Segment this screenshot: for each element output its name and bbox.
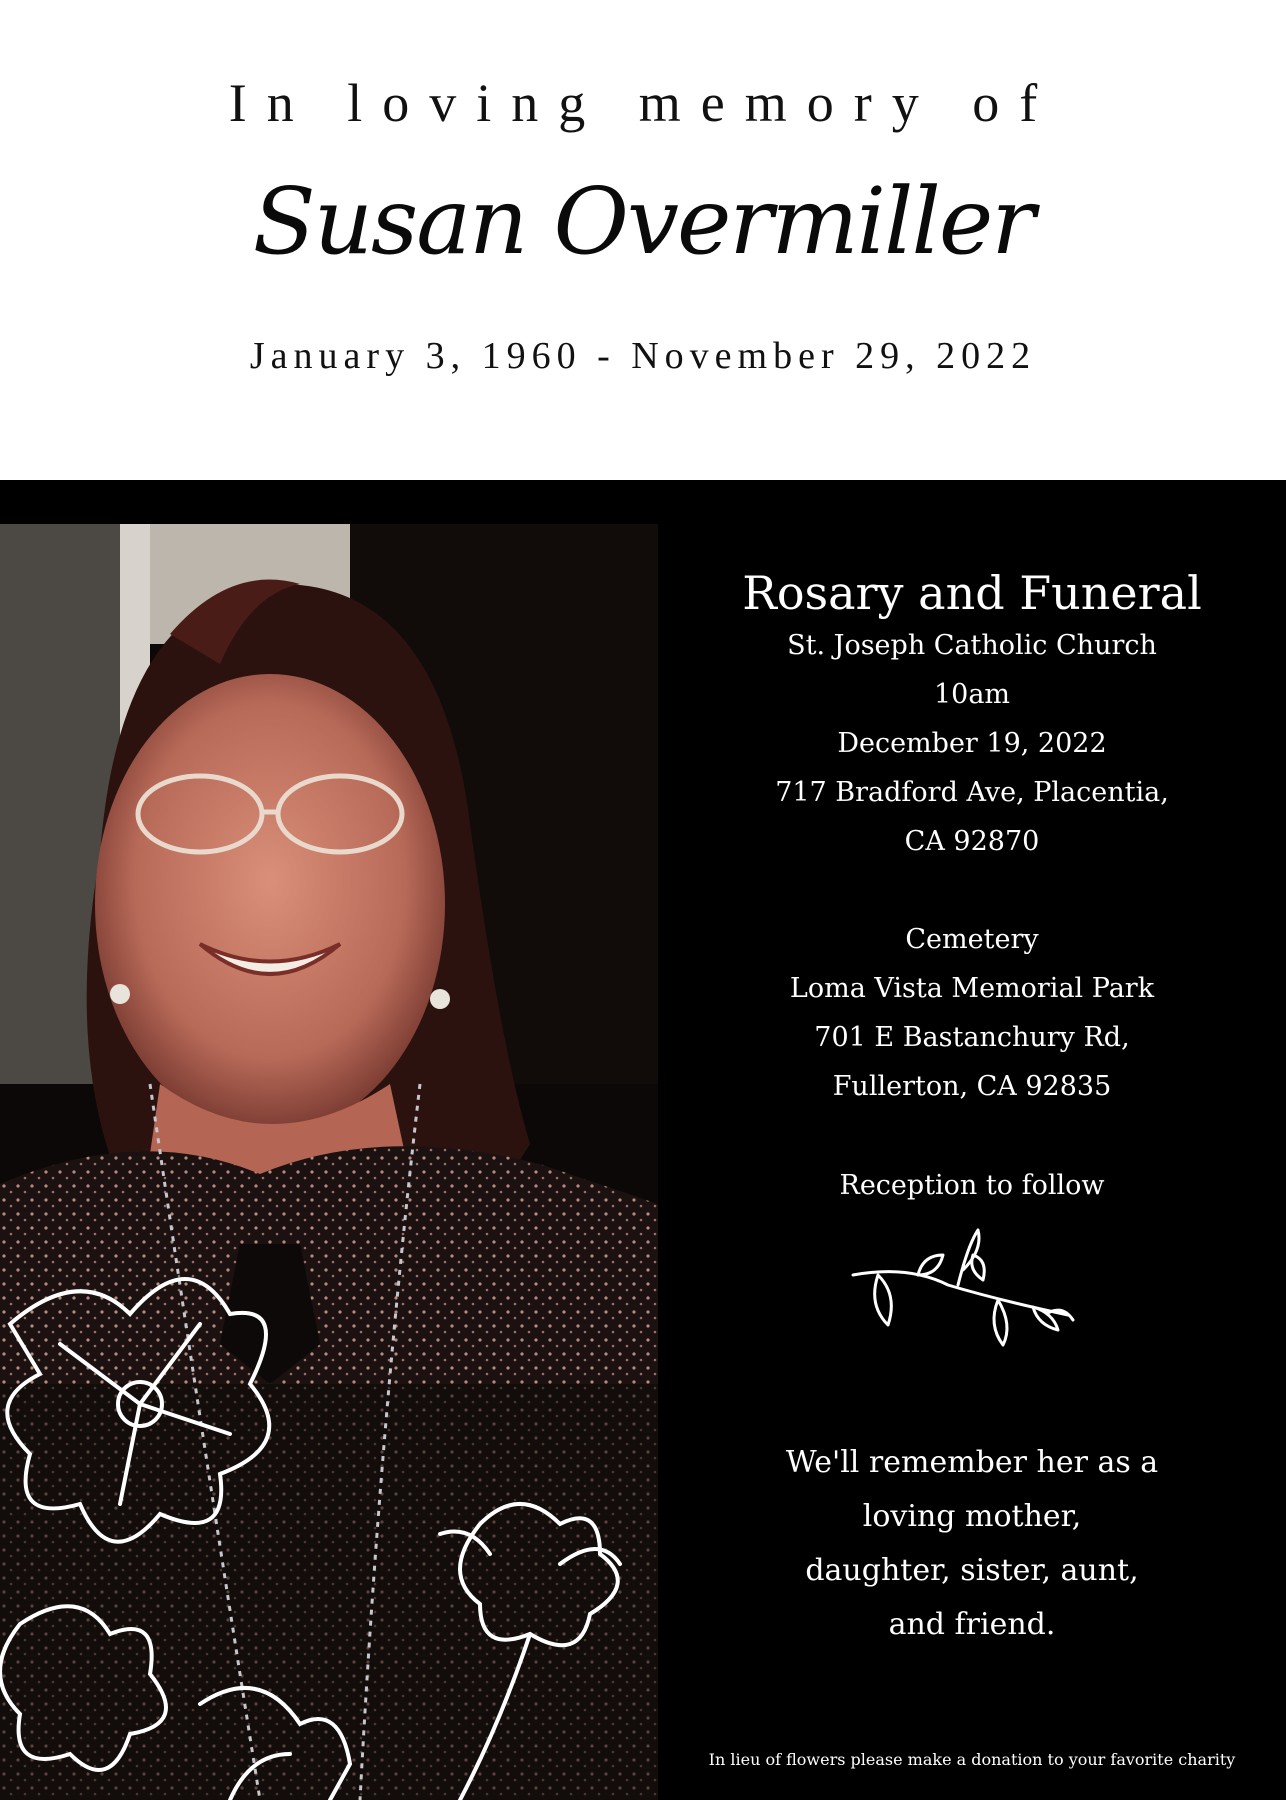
- remembrance-line1: We'll remember her as a: [785, 1445, 1159, 1480]
- sprig-icon: [848, 1225, 1078, 1355]
- remembrance-line3: daughter, sister, aunt,: [805, 1553, 1139, 1588]
- cemetery-address-line1: 701 E Bastanchury Rd,: [814, 1022, 1130, 1053]
- header: [0, 0, 1286, 480]
- service-heading: Rosary and Funeral: [742, 566, 1202, 620]
- service-date: December 19, 2022: [837, 728, 1107, 759]
- cemetery-label: Cemetery: [905, 924, 1039, 955]
- intro-text: In loving memory of: [228, 73, 1058, 133]
- church-name: St. Joseph Catholic Church: [787, 630, 1157, 661]
- cemetery-address-line2: Fullerton, CA 92835: [832, 1071, 1112, 1102]
- service-info: [658, 480, 1286, 1800]
- church-address-line2: CA 92870: [904, 826, 1040, 857]
- life-dates: January 3, 1960 - November 29, 2022: [249, 335, 1037, 377]
- remembrance-line4: and friend.: [888, 1607, 1056, 1642]
- remembrance-line2: loving mother,: [862, 1499, 1082, 1534]
- service-time: 10am: [933, 679, 1011, 710]
- cemetery-name: Loma Vista Memorial Park: [789, 973, 1155, 1004]
- black-panel: [0, 480, 1286, 1800]
- church-address-line1: 717 Bradford Ave, Placentia,: [775, 777, 1169, 808]
- reception-note: Reception to follow: [839, 1170, 1105, 1201]
- deceased-name: Susan Overmiller: [252, 168, 1034, 275]
- portrait-photo: [0, 524, 658, 1800]
- donation-footnote: In lieu of flowers please make a donation to your favorite charity: [708, 1750, 1236, 1769]
